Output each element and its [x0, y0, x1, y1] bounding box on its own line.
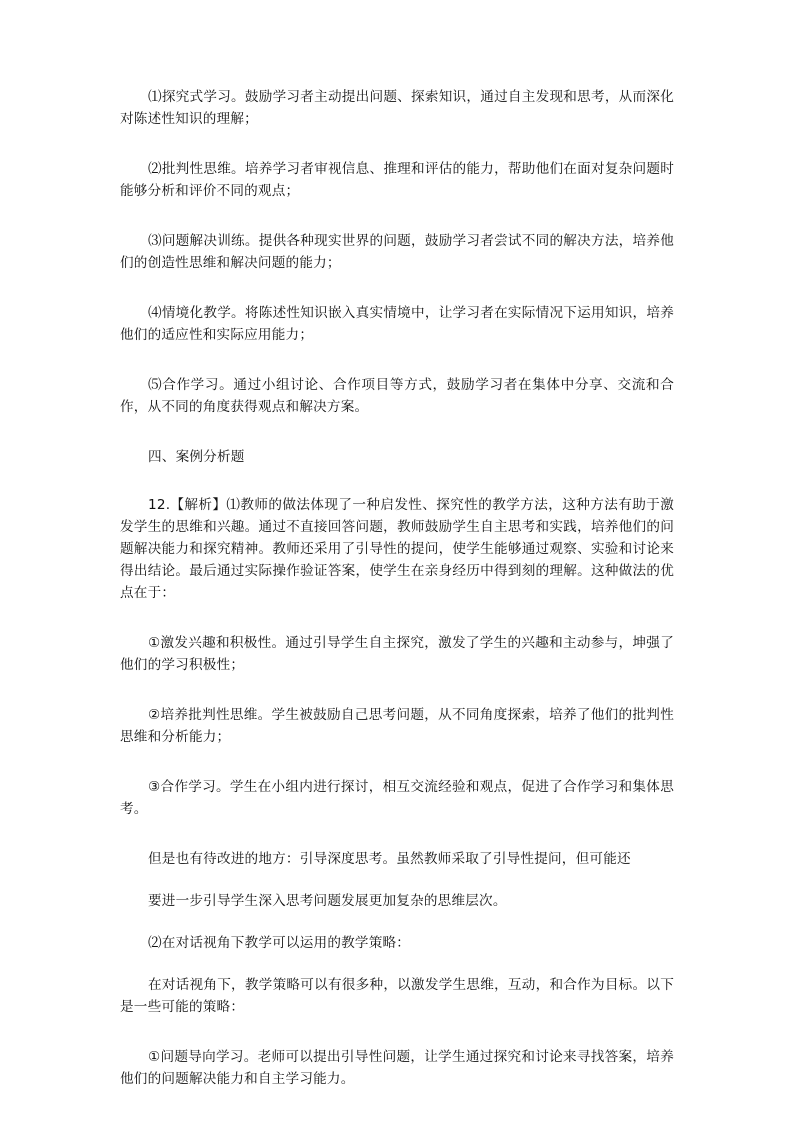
paragraph-question-oriented-learning: ①问题导向学习。老师可以提出引导性问题，让学生通过探究和讨论来寻找答案，培养他们的问题解决能力和自主学习能力。	[120, 1049, 674, 1087]
paragraph-advantage-interest: ①激发兴趣和积极性。通过引导学生自主探究，激发了学生的兴趣和主动参与，坤强了他们的学习积极性；	[120, 635, 674, 673]
paragraph-advantage-cooperation: ③合作学习。学生在小组内进行探讨，相互交流经验和观点，促进了合作学习和集体思考。	[120, 779, 674, 817]
paragraph-problem-solving: ⑶问题解决训练。提供各种现实世界的问题，鼓励学习者尝试不同的解决方法，培养他们的创造性思维和解决问题的能力；	[120, 233, 674, 271]
paragraph-dialogue-strategies-intro: 在对话视角下，教学策略可以有很多种，以激发学生思维，互动，和合作为目标。以下是一些可能的策略：	[120, 977, 674, 1015]
paragraph-advantage-critical: ②培养批判性思维。学生被鼓励自己思考问题，从不同角度探索，培养了他们的批判性思维和分析能力；	[120, 707, 674, 745]
paragraph-inquiry-learning: ⑴探究式学习。鼓励学习者主动提出问题、探索知识，通过自主发现和思考，从而深化对陈述性知识的理解；	[120, 89, 674, 127]
section-heading: 四、案例分析题	[148, 449, 245, 465]
paragraph-improvement-continued: 要进一步引导学生深入思考问题发展更加复杂的思维层次。	[148, 893, 507, 909]
paragraph-situational-teaching: ⑷情境化教学。将陈述性知识嵌入真实情境中，让学习者在实际情况下运用知识，培养他们的适应性和实际应用能力；	[120, 305, 674, 343]
paragraph-critical-thinking: ⑵批判性思维。培养学习者审视信息、推理和评估的能力，帮助他们在面对复杂问题时能够分析和评价不同的观点；	[120, 161, 674, 199]
paragraph-cooperative-learning: ⑸合作学习。通过小组讨论、合作项目等方式，鼓励学习者在集体中分享、交流和合作，从不同的角度获得观点和解决方案。	[120, 377, 674, 415]
paragraph-case-analysis: 12.【解析】⑴教师的做法体现了一种启发性、探究性的教学方法，这种方法有助于激发学生的思维和兴趣。通过不直接回答问题，教师鼓励学生自主思考和实践，培养他们的问题解决能力和探究精神。教师还采用了引导性的提问，使学生能够通过观察、实验和讨论来得出结论。最后通过实际操作验证答案，使学生在亲身经历中得到刻的理解。这种做法的优点在于：	[120, 497, 674, 601]
paragraph-improvement: 但是也有待改进的地方：引导深度思考。虽然教师采取了引导性提问，但可能还	[148, 851, 631, 867]
paragraph-dialogue-strategies-heading: ⑵在对话视角下教学可以运用的教学策略：	[148, 935, 411, 951]
